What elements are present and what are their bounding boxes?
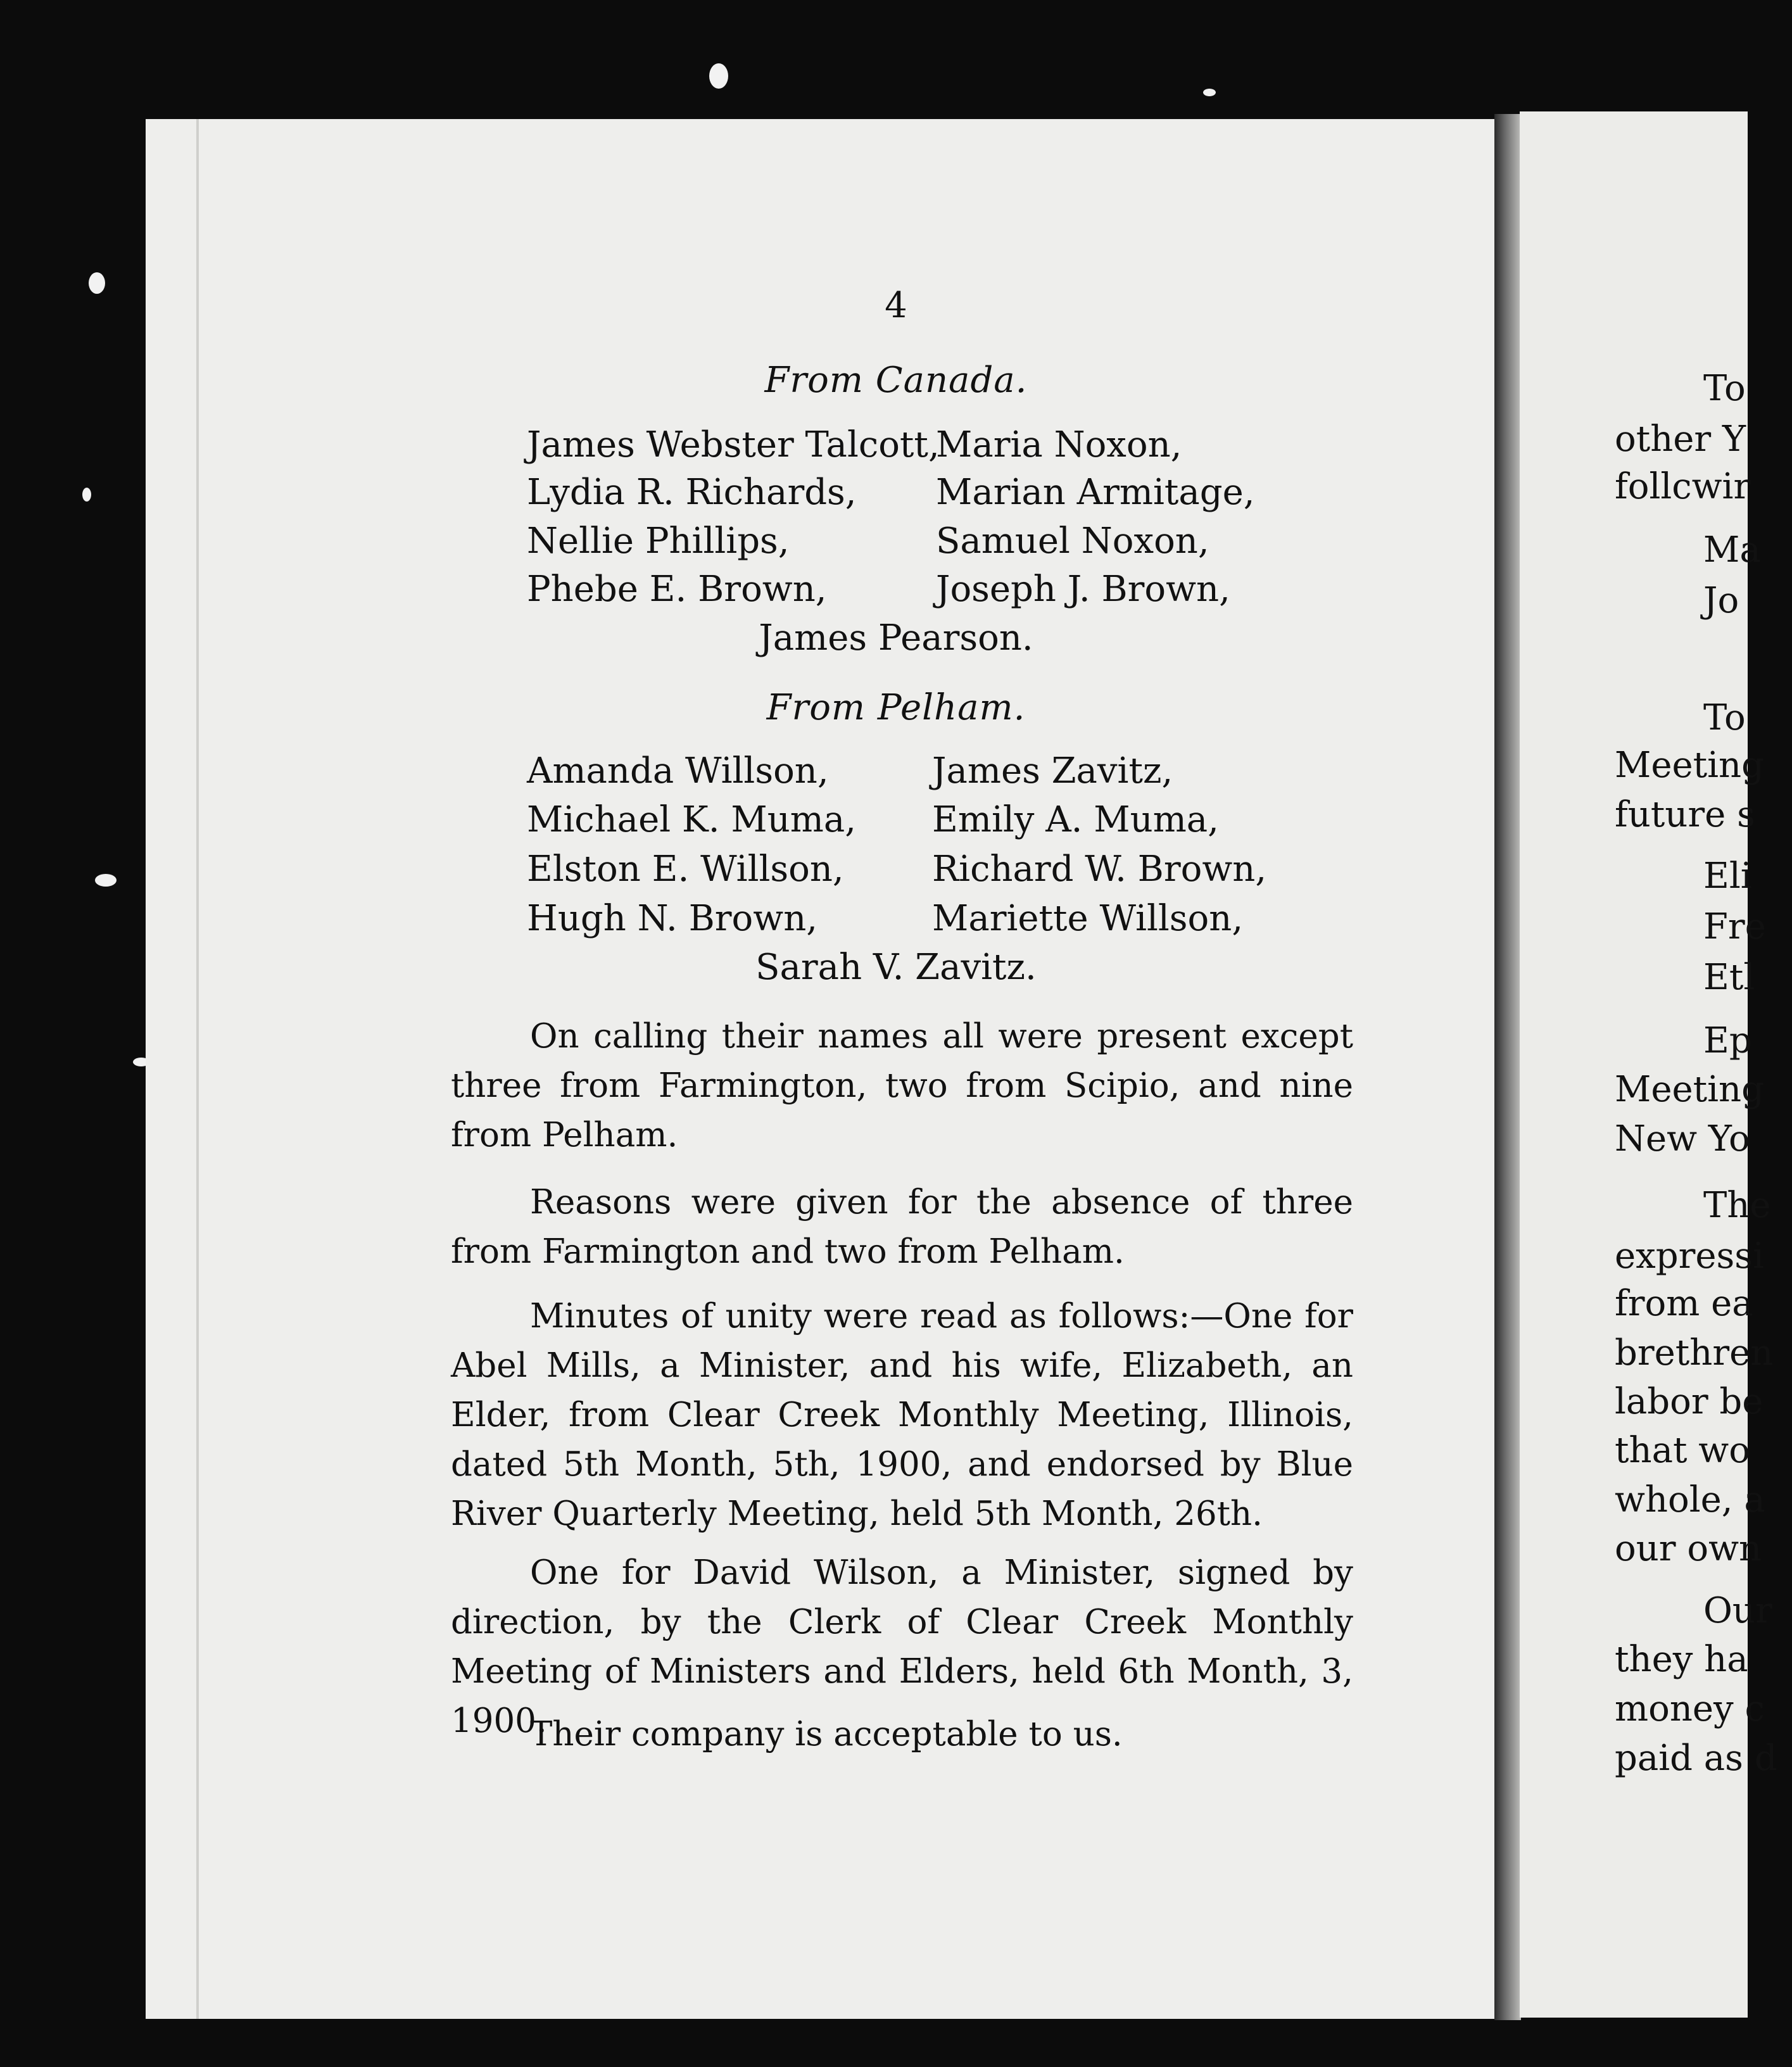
right-page-line: whole, a <box>1615 1479 1765 1520</box>
right-page-line: Meeting <box>1615 1069 1764 1110</box>
scan-speck <box>89 272 105 294</box>
attendee-name: Michael K. Muma, <box>527 799 857 840</box>
attendee-name: Lydia R. Richards, <box>527 472 857 513</box>
right-page-line: Our <box>1703 1590 1772 1631</box>
right-page-line: New Yo <box>1615 1118 1750 1160</box>
scan-speck <box>95 874 117 887</box>
right-page-line: they ha <box>1615 1639 1748 1680</box>
paragraph-text: On calling their names all were present except three from Farmington, two from Scipio, and nine from Pelham. <box>451 1017 1353 1154</box>
attendee-name: Phebe E. Brown, <box>527 569 827 610</box>
attendee-name: Marian Armitage, <box>936 472 1255 513</box>
paragraph <box>451 1012 1353 1160</box>
right-page-line: Etl <box>1703 957 1755 998</box>
section-heading-pelham: From Pelham. <box>766 687 1026 728</box>
attendee-name: James Pearson. <box>759 617 1033 659</box>
attendee-name: Emily A. Muma, <box>932 799 1219 840</box>
attendee-name: Mariette Willson, <box>932 898 1244 939</box>
paragraph <box>451 1178 1353 1277</box>
right-page-line: Fre <box>1703 906 1766 947</box>
attendee-name: Samuel Noxon, <box>936 521 1209 562</box>
page-number: 4 <box>885 285 907 326</box>
right-page-line: money c <box>1615 1688 1765 1729</box>
right-page-line: Meeting <box>1615 745 1764 786</box>
attendee-name: James Webster Talcott, <box>527 424 940 465</box>
right-page-line: The <box>1703 1185 1771 1226</box>
section-heading-canada: From Canada. <box>764 360 1028 401</box>
right-page-line: To <box>1703 697 1746 738</box>
right-page-line: Ep <box>1703 1020 1752 1061</box>
paragraph <box>451 1292 1353 1539</box>
attendee-name: Richard W. Brown, <box>932 849 1267 890</box>
right-page-line: Jo <box>1703 580 1739 621</box>
scan-speck <box>82 488 91 502</box>
scan-speck <box>1203 89 1216 96</box>
attendee-name: Maria Noxon, <box>936 424 1182 465</box>
attendee-name: Joseph J. Brown, <box>936 569 1230 610</box>
right-page-line: future s <box>1615 794 1755 835</box>
right-page-line: To <box>1703 368 1746 409</box>
attendee-name: Hugh N. Brown, <box>527 898 818 939</box>
paragraph-text: Reasons were given for the absence of three from Farmington and two from Pelham. <box>451 1183 1353 1271</box>
attendee-name: Nellie Phillips, <box>527 521 790 562</box>
right-page-line: our own <box>1615 1528 1762 1569</box>
right-page-line: from ea <box>1615 1283 1753 1324</box>
right-page-line: other Y <box>1615 419 1746 460</box>
attendee-name: Amanda Willson, <box>527 750 829 792</box>
attendee-name: Elston E. Willson, <box>527 849 844 890</box>
right-page-line: labor be <box>1615 1381 1764 1422</box>
right-page-line: Eli <box>1703 856 1752 897</box>
paragraph-text: One for David Wilson, a Minister, signed by direction, by the Clerk of Clear Creek Monthly Meeting of Ministers and Elders, held 6th Month, 3, 1900. <box>451 1553 1353 1740</box>
right-page-line: brethren <box>1615 1332 1774 1374</box>
right-page-line: expressi <box>1615 1236 1764 1277</box>
paragraph <box>451 1710 1353 1759</box>
paragraph-text: Their company is acceptable to us. <box>530 1715 1123 1754</box>
right-page-line: that wo <box>1615 1430 1750 1471</box>
right-page-line: follcwir <box>1615 466 1751 507</box>
right-page-line: paid as d <box>1615 1738 1777 1779</box>
right-page-line: Ma <box>1703 529 1761 571</box>
paragraph-text: Minutes of unity were read as follows:—One for Abel Mills, a Minister, and his wife, Elizabeth, an Elder, from Clear Creek Monthly Meeting, Illinois, dated 5th Month, 5th, 1900, and endorsed by Blue River Quarterly Meeting, held 5th Month, 26th. <box>451 1297 1353 1533</box>
scan-speck <box>709 63 728 89</box>
attendee-name: James Zavitz, <box>932 750 1173 792</box>
attendee-name: Sarah V. Zavitz. <box>755 947 1037 988</box>
